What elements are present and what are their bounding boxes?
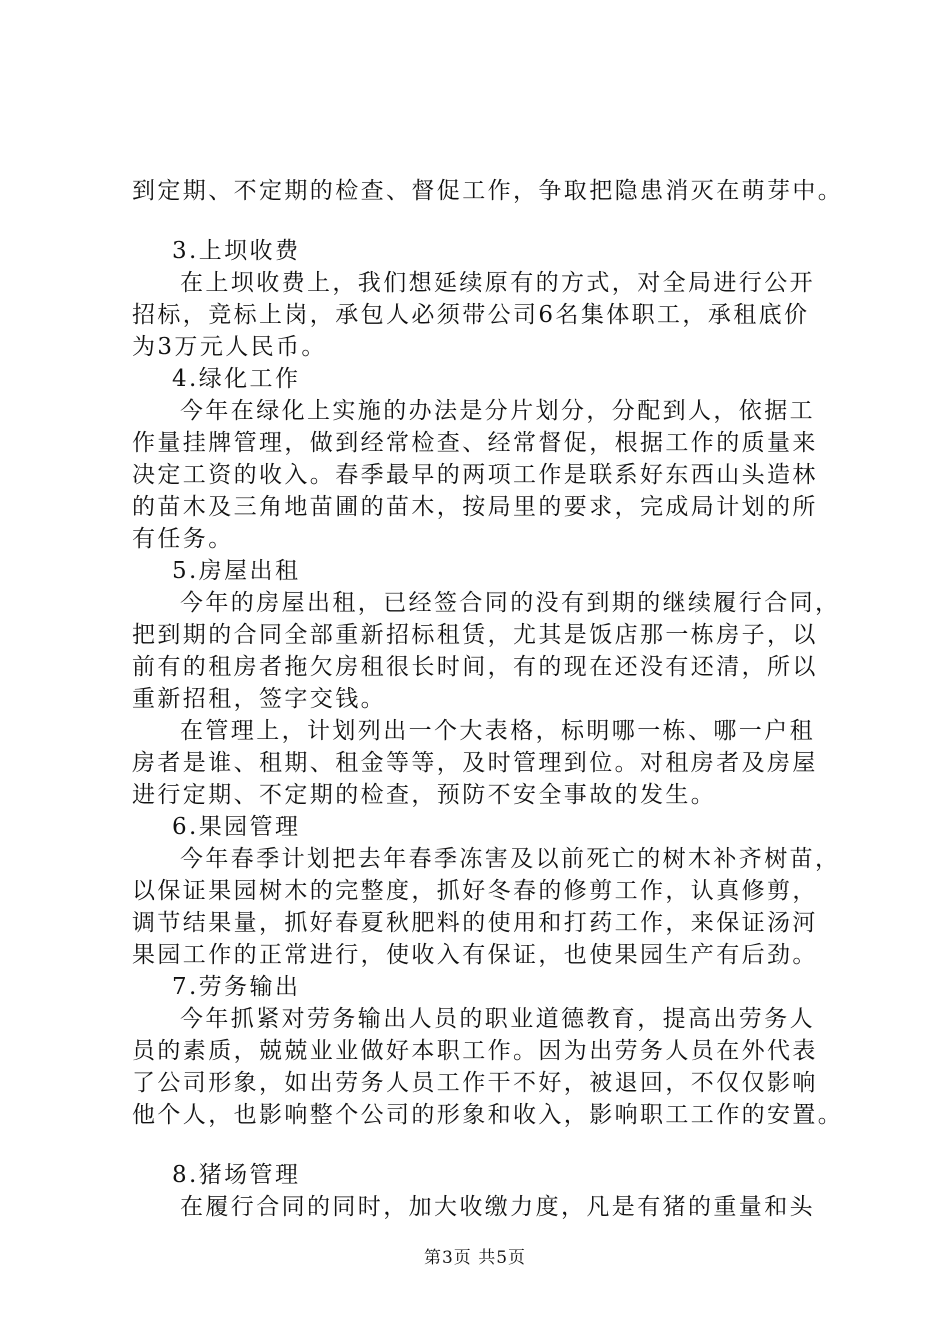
paragraph-line: 招标，竞标上岗，承包人必须带公司6名集体职工，承租底价 [132, 302, 810, 328]
section-heading: 3.上坝收费 [172, 238, 301, 264]
paragraph-line: 今年在绿化上实施的办法是分片划分，分配到人，依据工 [180, 398, 815, 424]
section-heading: 4.绿化工作 [172, 366, 301, 392]
section-heading: 7.劳务输出 [172, 974, 301, 1000]
paragraph-line: 到定期、不定期的检查、督促工作，争取把隐患消灭在萌芽中。 [132, 178, 844, 204]
paragraph-line: 调节结果量，抓好春夏秋肥料的使用和打药工作，来保证汤河 [132, 910, 818, 936]
section-heading: 6.果园管理 [172, 814, 301, 840]
paragraph-line: 有任务。 [132, 526, 234, 552]
paragraph-line: 在管理上，计划列出一个大表格，标明哪一栋、哪一户租 [180, 718, 815, 744]
paragraph-gap [132, 207, 852, 235]
page-footer: 第3页 共5页 [423, 1248, 527, 1268]
paragraph-line: 今年抓紧对劳务输出人员的职业道德教育，提高出劳务人 [180, 1006, 815, 1032]
paragraph-line: 在履行合同的同时，加大收缴力度，凡是有猪的重量和头 [180, 1194, 815, 1220]
paragraph-line: 作量挂牌管理，做到经常检查、经常督促，根据工作的质量来 [132, 430, 818, 456]
document-body [132, 175, 852, 1223]
paragraph-gap [132, 1131, 852, 1159]
paragraph-line: 以保证果园树木的完整度，抓好冬春的修剪工作，认真修剪， [132, 878, 818, 904]
paragraph-line: 今年的房屋出租，已经签合同的没有到期的继续履行合同， [180, 590, 841, 616]
paragraph-line: 今年春季计划把去年春季冻害及以前死亡的树木补齐树苗， [180, 846, 841, 872]
section-heading: 8.猪场管理 [172, 1162, 301, 1188]
paragraph-line: 他个人，也影响整个公司的形象和收入，影响职工工作的安置。 [132, 1102, 844, 1128]
paragraph-line: 员的素质，兢兢业业做好本职工作。因为出劳务人员在外代表 [132, 1038, 818, 1064]
paragraph-line: 的苗木及三角地苗圃的苗木，按局里的要求，完成局计划的所 [132, 494, 818, 520]
paragraph-line: 决定工资的收入。春季最早的两项工作是联系好东西山头造林 [132, 462, 818, 488]
paragraph-line: 进行定期、不定期的检查，预防不安全事故的发生。 [132, 782, 717, 808]
paragraph-line: 房者是谁、租期、租金等等，及时管理到位。对租房者及房屋 [132, 750, 818, 776]
section-heading: 5.房屋出租 [172, 558, 301, 584]
paragraph-line: 了公司形象，如出劳务人员工作干不好，被退回，不仅仅影响 [132, 1070, 818, 1096]
paragraph-line: 重新招租，签字交钱。 [132, 686, 386, 712]
paragraph-line: 在上坝收费上，我们想延续原有的方式，对全局进行公开 [180, 270, 815, 296]
paragraph-line: 把到期的合同全部重新招标租赁，尤其是饭店那一栋房子，以 [132, 622, 818, 648]
paragraph-line: 果园工作的正常进行，使收入有保证，也使果园生产有后劲。 [132, 942, 818, 968]
paragraph-line: 为3万元人民币。 [132, 334, 327, 360]
paragraph-line: 前有的租房者拖欠房租很长时间，有的现在还没有还清，所以 [132, 654, 818, 680]
